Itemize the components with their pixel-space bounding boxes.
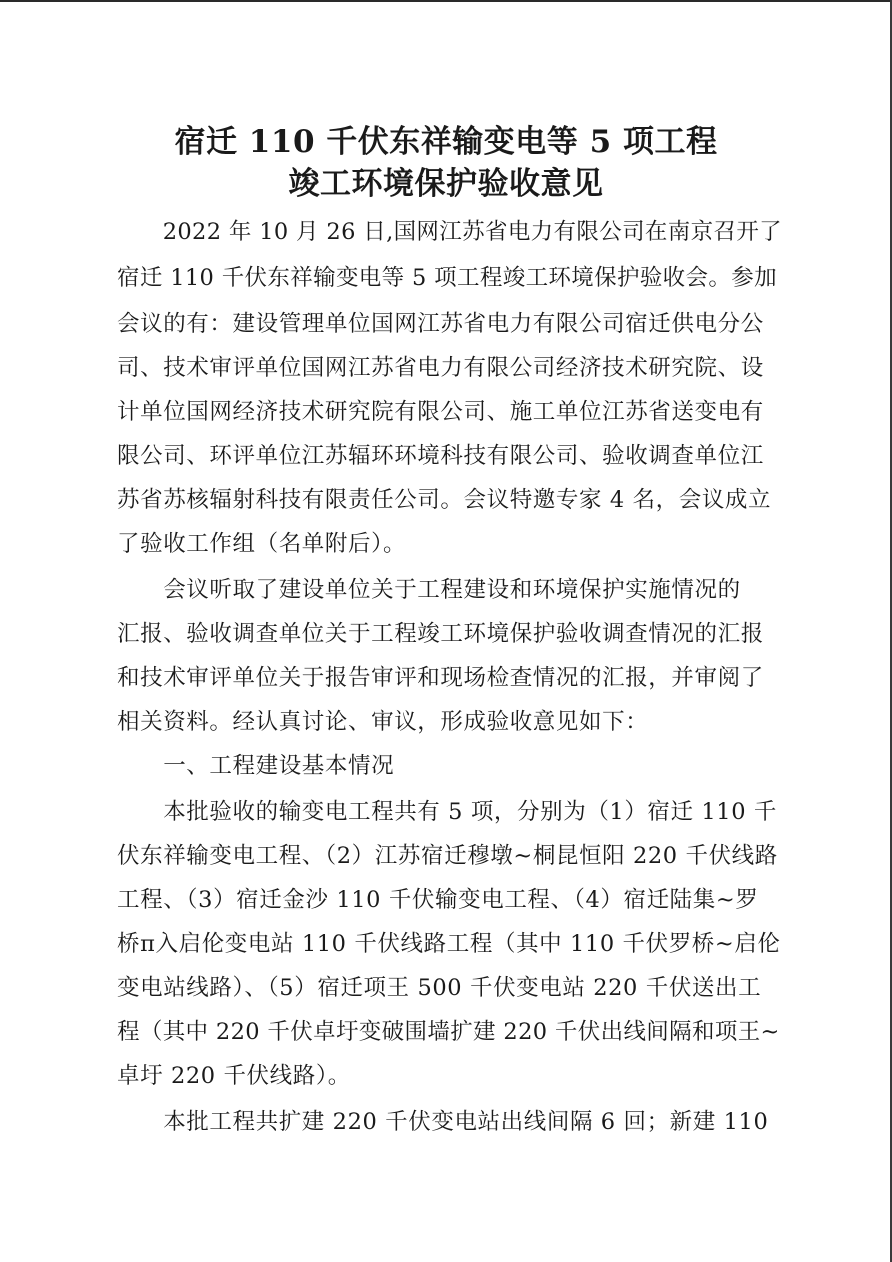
body-line: 宿迁 110 千伏东祥输变电等 5 项工程竣工环境保护验收会。参加 bbox=[117, 265, 777, 291]
body-line: 司、技术审评单位国网江苏省电力有限公司经济技术研究院、设 bbox=[117, 355, 764, 381]
body-line: 本批验收的输变电工程共有 5 项，分别为（1）宿迁 110 千 bbox=[117, 799, 777, 825]
body-line: 程（其中 220 千伏卓圩变破围墙扩建 220 千伏出线间隔和项王~ bbox=[117, 1019, 780, 1045]
body-line: 相关资料。经认真讨论、审议，形成验收意见如下： bbox=[117, 709, 649, 735]
document-title-line-2: 竣工环境保护验收意见 bbox=[288, 166, 604, 202]
body-line: 桥π入启伦变电站 110 千伏线路工程（其中 110 千伏罗桥~启伦 bbox=[117, 931, 781, 957]
body-line: 卓圩 220 千伏线路）。 bbox=[117, 1063, 351, 1089]
section-heading: 一、工程建设基本情况 bbox=[117, 753, 395, 779]
body-line: 2022 年 10 月 26 日,国网江苏省电力有限公司在南京召开了 bbox=[117, 219, 783, 245]
body-line: 会议听取了建设单位关于工程建设和环境保护实施情况的 bbox=[117, 577, 741, 603]
body-line: 变电站线路）、（5）宿迁项王 500 千伏变电站 220 千伏送出工 bbox=[117, 975, 762, 1001]
body-line: 和技术审评单位关于报告审评和现场检查情况的汇报，并审阅了 bbox=[117, 665, 764, 691]
body-line: 伏东祥输变电工程、（2）江苏宿迁穆墩~桐昆恒阳 220 千伏线路 bbox=[117, 843, 778, 869]
body-line: 苏省苏核辐射科技有限责任公司。会议特邀专家 4 名，会议成立 bbox=[117, 487, 772, 513]
body-line: 工程、（3）宿迁金沙 110 千伏输变电工程、（4）宿迁陆集~罗 bbox=[117, 887, 759, 913]
body-line: 汇报、验收调查单位关于工程竣工环境保护验收调查情况的汇报 bbox=[117, 621, 764, 647]
body-line: 了验收工作组（名单附后）。 bbox=[117, 531, 407, 557]
scan-top-edge bbox=[0, 0, 892, 2]
body-line: 本批工程共扩建 220 千伏变电站出线间隔 6 回；新建 110 bbox=[117, 1109, 769, 1135]
body-line: 会议的有：建设管理单位国网江苏省电力有限公司宿迁供电分公 bbox=[117, 311, 764, 337]
document-title-line-1: 宿迁 110 千伏东祥输变电等 5 项工程 bbox=[174, 124, 718, 160]
body-line: 计单位国网经济技术研究院有限公司、施工单位江苏省送变电有 bbox=[117, 399, 764, 425]
body-line: 限公司、环评单位江苏辐环环境科技有限公司、验收调查单位江 bbox=[117, 443, 764, 469]
